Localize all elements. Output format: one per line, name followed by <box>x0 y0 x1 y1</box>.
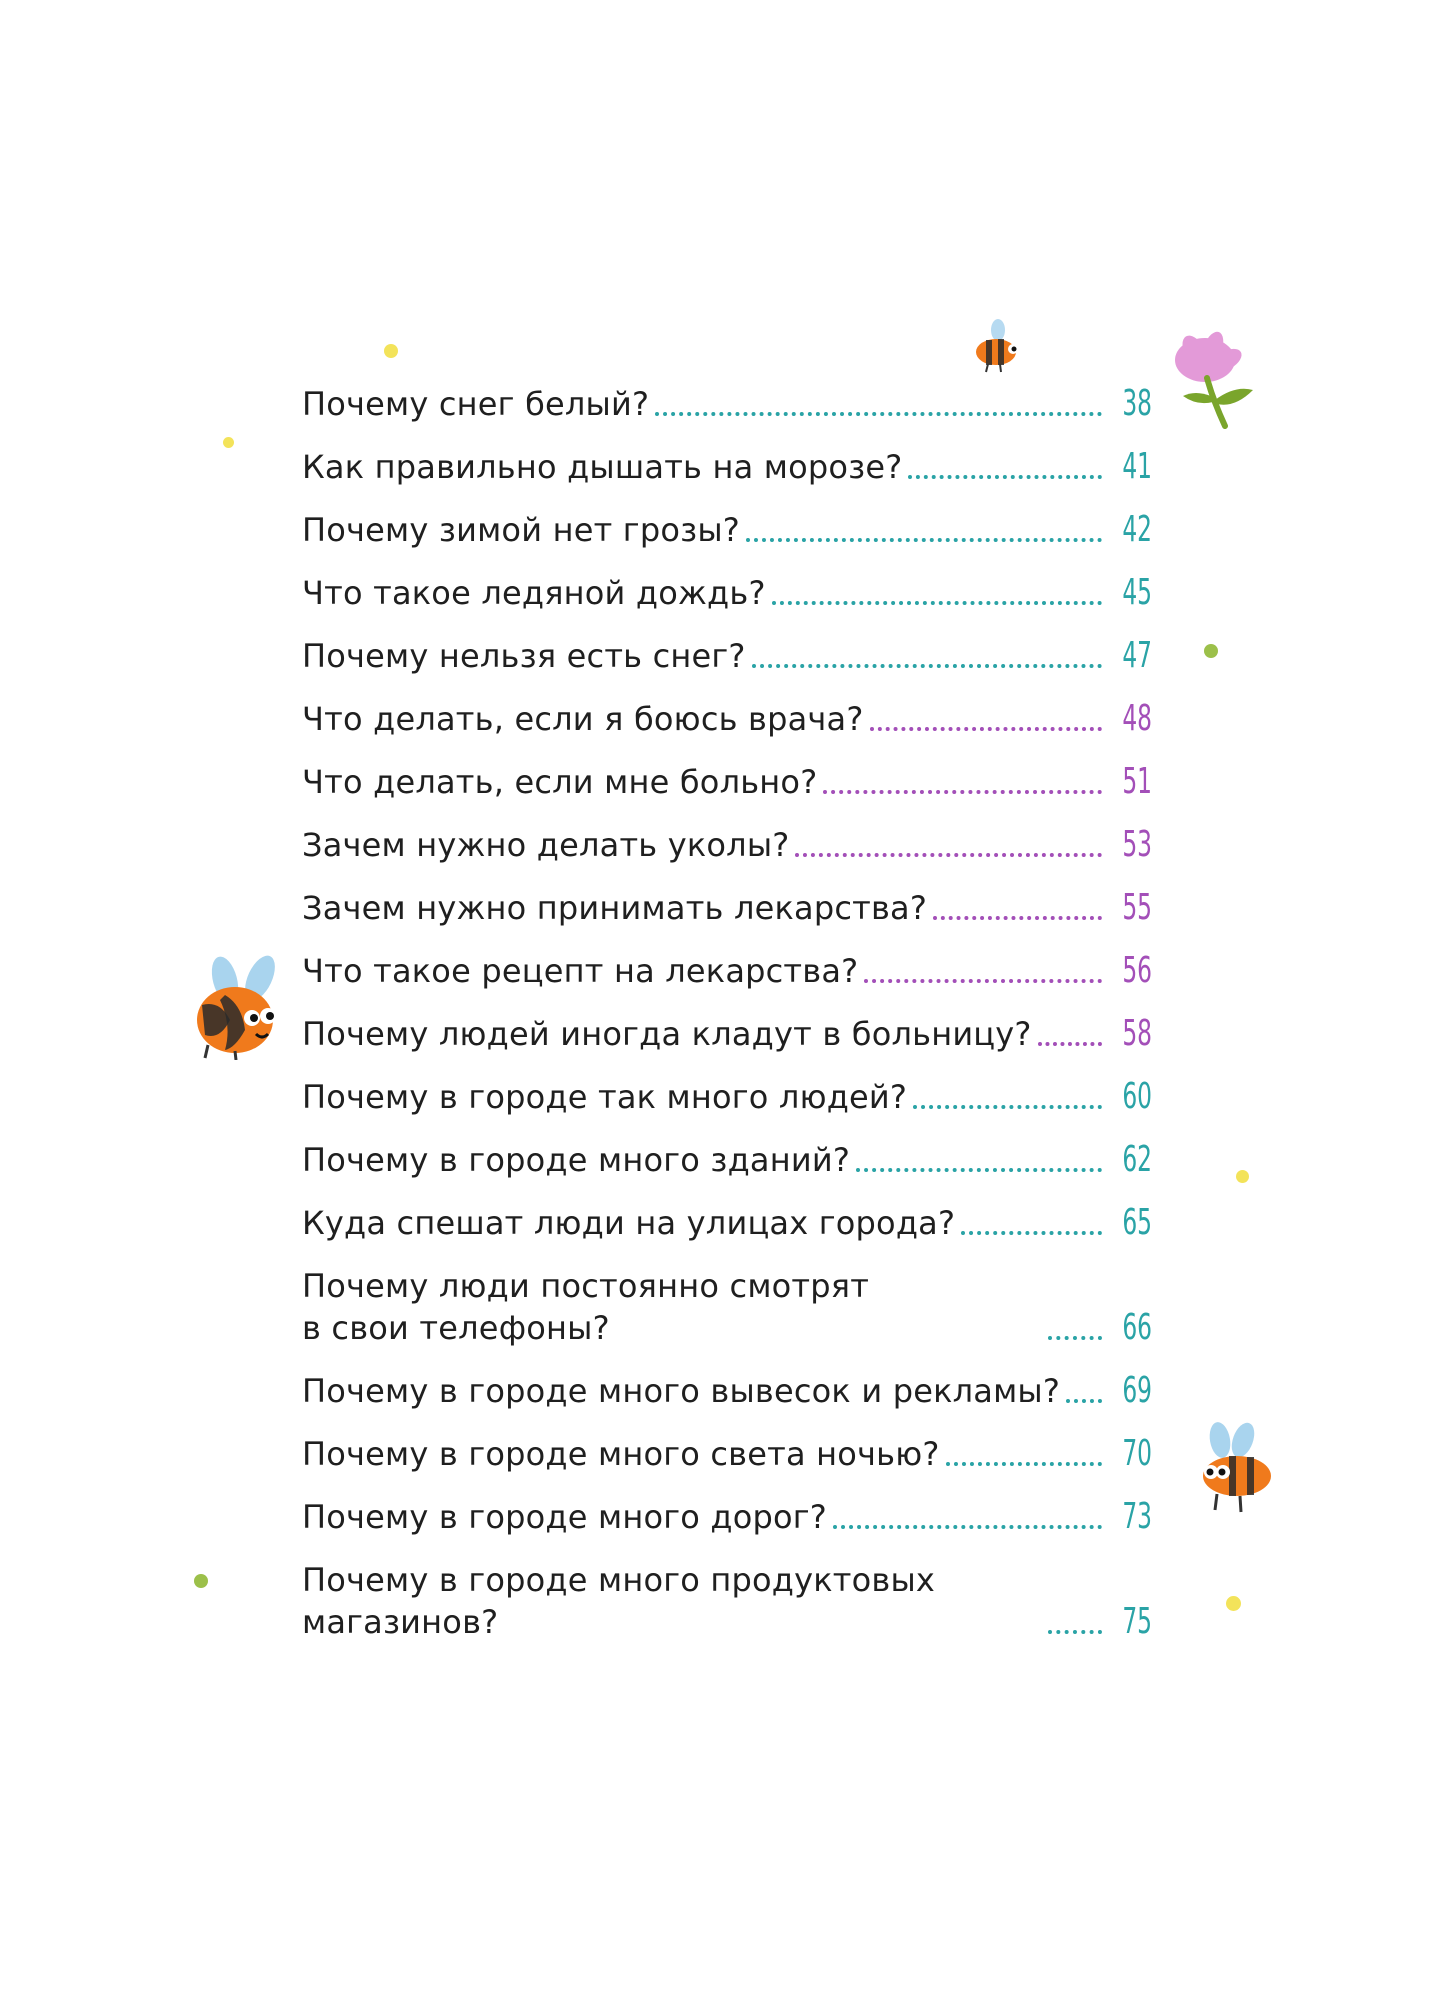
dot-leader <box>908 475 1102 479</box>
dot-leader <box>1048 1336 1102 1340</box>
dot-icon <box>1204 644 1218 658</box>
dot-leader <box>823 790 1102 794</box>
toc-title-line: Почему в городе много продуктовых <box>302 1561 936 1599</box>
toc-entry[interactable] <box>302 1265 1152 1349</box>
toc-entry[interactable] <box>302 509 1152 551</box>
toc-title: Почему нельзя есть снег? <box>302 637 746 675</box>
page-number: 62 <box>1122 1139 1152 1180</box>
page-number: 58 <box>1122 1013 1152 1054</box>
toc-entry[interactable] <box>302 572 1152 614</box>
toc-entry[interactable] <box>302 635 1152 677</box>
dot-leader <box>1066 1399 1102 1403</box>
dot-icon <box>194 1574 208 1588</box>
page-number: 69 <box>1122 1370 1152 1411</box>
dot-icon <box>384 344 398 358</box>
dot-leader <box>913 1105 1102 1109</box>
dot-leader <box>961 1231 1102 1235</box>
page-number: 41 <box>1122 446 1152 487</box>
toc-entry[interactable] <box>302 1496 1152 1538</box>
toc-title <box>302 1265 1042 1349</box>
toc-title: Почему зимой нет грозы? <box>302 511 740 549</box>
bee-icon <box>180 950 290 1060</box>
page-number: 47 <box>1122 635 1152 676</box>
toc-entry[interactable] <box>302 887 1152 929</box>
page-number: 73 <box>1122 1496 1152 1537</box>
toc-entry[interactable] <box>302 446 1152 488</box>
page-number: 66 <box>1122 1307 1152 1348</box>
toc-entry[interactable] <box>302 1202 1152 1244</box>
dot-leader <box>1038 1042 1102 1046</box>
toc-title: Что такое рецепт на лекарства? <box>302 952 859 990</box>
dot-leader <box>752 664 1102 668</box>
toc-title: Почему в городе так много людей? <box>302 1078 908 1116</box>
page-number: 65 <box>1122 1202 1152 1243</box>
toc-entry[interactable] <box>302 824 1152 866</box>
toc-title: Зачем нужно принимать лекарства? <box>302 889 928 927</box>
toc-title: Почему в городе много вывесок и рекламы? <box>302 1372 1061 1410</box>
dot-leader <box>856 1168 1102 1172</box>
dot-leader <box>833 1525 1102 1529</box>
page-number: 75 <box>1122 1601 1152 1642</box>
toc-title-line: в свои телефоны? <box>302 1309 610 1347</box>
toc-entry[interactable] <box>302 698 1152 740</box>
dot-leader <box>946 1462 1102 1466</box>
page-number: 70 <box>1122 1433 1152 1474</box>
dot-leader <box>655 412 1102 416</box>
toc-title: Что делать, если мне больно? <box>302 763 818 801</box>
bee-icon <box>968 318 1028 374</box>
page-number: 42 <box>1122 509 1152 550</box>
toc-entry[interactable] <box>302 1013 1152 1055</box>
toc-entry[interactable] <box>302 950 1152 992</box>
dot-leader <box>772 601 1102 605</box>
toc-title: Что такое ледяной дождь? <box>302 574 766 612</box>
dot-leader <box>795 853 1102 857</box>
toc-title-line: Почему люди постоянно смотрят <box>302 1267 870 1305</box>
page-number: 60 <box>1122 1076 1152 1117</box>
toc-entry[interactable] <box>302 1139 1152 1181</box>
toc-title: Куда спешат люди на улицах города? <box>302 1204 956 1242</box>
toc-entry[interactable] <box>302 1076 1152 1118</box>
toc-title: Почему снег белый? <box>302 385 650 423</box>
bee-icon <box>1195 1420 1275 1515</box>
page-number: 56 <box>1122 950 1152 991</box>
toc-entry[interactable] <box>302 1433 1152 1475</box>
dot-leader <box>1048 1630 1102 1634</box>
toc-entry[interactable] <box>302 1559 1152 1643</box>
toc-title: Как правильно дышать на морозе? <box>302 448 903 486</box>
page-number: 51 <box>1122 761 1152 802</box>
dot-leader <box>746 538 1102 542</box>
page-number: 45 <box>1122 572 1152 613</box>
page-number: 38 <box>1122 383 1152 424</box>
page-number: 48 <box>1122 698 1152 739</box>
toc-entry[interactable] <box>302 383 1152 425</box>
dot-leader <box>933 916 1102 920</box>
dot-leader <box>864 979 1102 983</box>
dot-leader <box>870 727 1102 731</box>
table-of-contents <box>302 383 1152 1664</box>
dot-icon <box>223 437 234 448</box>
toc-title-line: магазинов? <box>302 1603 499 1641</box>
toc-entry[interactable] <box>302 761 1152 803</box>
toc-title: Что делать, если я боюсь врача? <box>302 700 864 738</box>
dot-icon <box>1226 1596 1241 1611</box>
toc-title <box>302 1559 1042 1643</box>
toc-title: Почему в городе много света ночью? <box>302 1435 940 1473</box>
page-number: 55 <box>1122 887 1152 928</box>
dot-icon <box>1236 1170 1249 1183</box>
toc-title: Почему в городе много зданий? <box>302 1141 851 1179</box>
page-number: 53 <box>1122 824 1152 865</box>
toc-entry[interactable] <box>302 1370 1152 1412</box>
toc-title: Зачем нужно делать уколы? <box>302 826 790 864</box>
flower-icon <box>1165 330 1260 430</box>
toc-title: Почему людей иногда кладут в больницу? <box>302 1015 1032 1053</box>
toc-title: Почему в городе много дорог? <box>302 1498 827 1536</box>
